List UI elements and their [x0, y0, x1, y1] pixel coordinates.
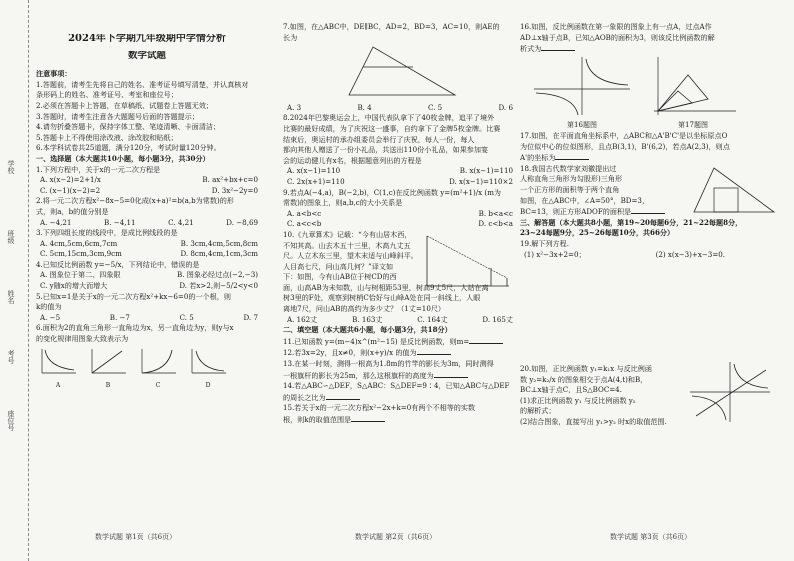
question-10-block: [283, 230, 513, 315]
figure-16-caption: 第16题图: [567, 121, 597, 130]
question-9-cont: 常数)的图象上，则a,b,c的大小关系是: [283, 198, 403, 208]
answer-space[interactable]: [520, 260, 788, 364]
option: B. −4,11: [104, 217, 136, 227]
question-10-cont: 尺。人立木东三里，望木末适与山峰斜平。: [283, 251, 418, 261]
option: B. −7: [109, 312, 130, 322]
answer-blank[interactable]: [351, 414, 385, 422]
question-10-cont: 人目高七尺，问山高几何？”译文如: [283, 261, 394, 271]
question-5: 5.已知x=1是关于x的一元二次方程x²+kx−6=0的一个根，则: [36, 291, 231, 301]
option: A. a<b<c: [287, 208, 322, 218]
question-5-cont: k的值为: [36, 302, 62, 312]
notice-line: 5.答题卡上不得使用涂改液、涂改胶和贴纸；: [36, 132, 178, 142]
binding-label-school: 学校: [7, 160, 15, 174]
question-13-cont: [283, 370, 513, 382]
option: C. a<c<b: [287, 219, 322, 229]
question-16-cont: [520, 43, 788, 55]
curve-graph-icon: [138, 347, 178, 377]
binding-strip: [0, 0, 29, 561]
question-16-cont: AD⊥x轴于点B，已知△AOB的面积为3，则该反比例函数的解: [520, 32, 715, 42]
binding-label-id: 考号: [7, 350, 15, 364]
option: B. x(x−1)=110: [459, 166, 513, 176]
notice-line: 1.答题前，请考生先将自己的姓名、准考证号填写清楚，并认真核对: [36, 79, 249, 89]
question-10: 10.《九章算术》记载：“今有山居木西，: [283, 229, 412, 239]
answer-blank[interactable]: [555, 152, 589, 160]
answer-blank[interactable]: [541, 43, 575, 51]
question-10-cont: 下：如图，今有山AB位于树CD的西: [283, 272, 397, 282]
question-12: [283, 347, 513, 359]
answer-blank[interactable]: [469, 336, 503, 344]
option: B. 163丈: [352, 314, 383, 324]
q6-graph-b: [86, 347, 130, 392]
q16-text: 析式为: [520, 44, 542, 54]
answer-blank[interactable]: [417, 347, 451, 355]
q12-text: 12.若3x=2y，且x≠0，则(x+y)/x 的值为: [283, 348, 417, 358]
option: B. 4: [357, 102, 372, 112]
option: D. 8cm,4cm,1cm,3cm: [180, 249, 258, 259]
triangle-abc-figure: [343, 43, 463, 99]
page-3: [520, 22, 788, 428]
notice-heading: 注意事项：: [36, 69, 72, 79]
question-3: 3.下列四组长度的线段中，是成比例线段的是: [36, 228, 178, 238]
question-1: 1.下列方程中，关于x的一元二次方程是: [36, 164, 161, 174]
option: A. 4cm,5cm,6cm,7cm: [40, 238, 118, 248]
page-2: [283, 22, 513, 426]
figure-16: [532, 55, 632, 131]
binding-label-name: 姓名: [7, 290, 15, 304]
question-20-cont: 数 y₂=k₂/x 的图象相交于点A(4,t)和B，: [520, 374, 648, 384]
question-14: 14.若△ABC∽△DEF，S△ABC：S△DEF=9∶4，已知△ABC与△DEF: [283, 381, 510, 391]
question-6: 6.面积为2的直角三角形一直角边为x，另一直角边为y，则y与x: [36, 323, 234, 333]
exam-title: 2024年下学期九年级期中学情分析: [68, 34, 226, 44]
option: C. 5: [428, 102, 443, 112]
question-10-cont: 离地7尺，问山AB的高约为多少丈？（1丈=10尺）: [283, 304, 446, 314]
option: D. c<b<a: [478, 219, 513, 229]
option: B. 3cm,4cm,5cm,8cm: [180, 238, 258, 248]
q14-text: 的周长之比为: [283, 392, 326, 402]
hyperbola-graph-icon: [188, 347, 228, 377]
option: C. 5: [179, 312, 194, 322]
question-4: 4.已知反比例函数 y=−5/x，下列结论中，错误的是: [36, 259, 200, 269]
exam-subtitle: 数学试题: [127, 50, 166, 61]
line-graph-icon: [88, 347, 128, 377]
page-1: [36, 30, 258, 392]
option: C. 164丈: [417, 314, 448, 324]
question-6-cont: 的变化规律用图象大致表示为: [36, 334, 129, 344]
answer-blank[interactable]: [434, 370, 468, 378]
page-2-footer: 数学试题 第2页（共6页）: [355, 533, 437, 541]
question-10-cont: 面，山高AB为未知数，山与树相距53里，树高9丈5尺，人站在离: [283, 282, 489, 292]
square-in-triangle-figure: [690, 164, 778, 216]
page-1-footer: 数学试题 第1页（共6页）: [95, 533, 177, 541]
q13-text: 一根旗杆的影长为25m，那么这根旗杆的高度为: [283, 370, 434, 380]
option: D. 7: [243, 312, 258, 322]
question-17: 17.如图，在平面直角坐标系中，△ABC和△A'B'C'是以坐标原点O: [520, 130, 728, 140]
q1-options-row2: [36, 186, 258, 197]
option: B. b<a<c: [478, 208, 513, 218]
figure-17-caption: 第17题图: [678, 121, 708, 130]
notice-line: 3.答题时，请考生注意各大题题号后面的答题提示；: [36, 111, 199, 121]
q9-options-row1: [283, 209, 513, 220]
question-8-cont: 比赛的最好成绩，为了庆祝这一盛事，自约拿下了金牌5枚金牌。比赛: [283, 123, 501, 133]
option: D. 3x²−2y=0: [211, 185, 258, 195]
question-9: 9.若点A(−4,a)，B(−2,b)，C(1,c)在反比例函数 y=(m²+1)/x (m为: [283, 187, 502, 197]
question-10-cont: 树3里的F处，观察到树梢C恰好与山峰A处在同一斜线上，人眼: [283, 293, 481, 303]
question-19: 19.解下列方程.: [520, 238, 570, 248]
question-2-cont: 式，则a，b的值分别是: [36, 206, 109, 216]
option: D. 165丈: [482, 314, 513, 324]
hyperbola-graph-icon: [38, 347, 78, 377]
page-3-footer: 数学试题 第3页（共6页）: [610, 533, 692, 541]
question-16: 16.如图，反比例函数在第一象限的图象上有一点A，过点A作: [520, 22, 712, 31]
question-8-cont: 都向其他人赠送了一份小礼品，共送出110份小礼品，如果参加宴: [283, 145, 489, 155]
question-18: 18.我国古代数学家刘徽提出过: [520, 163, 617, 173]
notice-line: 6.本学科试卷共25道题，满分120分，考试时量120分钟。: [36, 143, 221, 153]
q6-graph-d: [186, 347, 230, 392]
question-18-cont: 人称直角三角形为勾股形)三角形: [520, 174, 623, 184]
question-17-cont: 为位似中心的位似图形，且点B(3,1)，B'(6,2)，若点A(2,3)，则点: [520, 141, 730, 151]
q8-options-row2: [283, 177, 513, 188]
option: C. 5cm,15cm,3cm,9cm: [40, 249, 122, 259]
question-20-cont: (2)结合图象，直接写出 y₁>y₂ 时x的取值范围.: [520, 417, 667, 427]
option: D. 若x>2,则−5/2<y<0: [179, 281, 258, 291]
q8-options-row1: [283, 166, 513, 177]
question-15: 15.若关于x的一元二次方程x²−2x+k=0有两个不相等的实数: [283, 403, 476, 413]
option: C. 4,21: [168, 217, 194, 227]
question-20-block: [520, 364, 788, 428]
question-18-block: [520, 164, 788, 218]
q6-graph-options: [36, 347, 258, 392]
option: A. x(x−1)=110: [287, 166, 341, 176]
hyperbola-figure: [532, 55, 632, 117]
section-fill: 二、填空题（本大题共6小题，每小题3分，共18分）: [283, 325, 452, 335]
q10-options: [283, 315, 513, 326]
option: D. −8,69: [226, 217, 258, 227]
q4-options-row2: [36, 281, 258, 292]
question-20: 20.如图，正比例函数 y₁=k₁x 与反比例函: [520, 364, 652, 374]
question-14-cont: [283, 392, 513, 404]
function-intersection-figure: [688, 360, 772, 424]
option: C. (x−1)(x−2)=2: [40, 185, 101, 195]
question-13: 13.在某一时刻，测得一根高为1.8m的竹竿的影长为3m，同时测得: [283, 359, 494, 369]
option: B. 图象必经过点(−2,−3): [177, 270, 258, 280]
q6-graph-a: [36, 347, 80, 392]
question-18-cont: 一个正方形的面积等于两个直角: [520, 184, 620, 194]
option: B. ax²+bx+c=0: [202, 175, 258, 185]
q3-options-row2: [36, 249, 258, 260]
option: A. 3: [287, 102, 302, 112]
binding-label-seat: 座位号: [7, 410, 15, 431]
option: A. x(x−2)=2+1/x: [40, 175, 101, 185]
q6-graph-c: [136, 347, 180, 392]
q17-text: A'的坐标为: [520, 153, 556, 163]
q4-options-row1: [36, 270, 258, 281]
q11-text: 11.已知函数 y=(m−4)x^(m²−15) 是反比例函数，则m=: [283, 336, 470, 346]
question-11: [283, 336, 513, 348]
question-7-cont: 长为: [283, 32, 298, 42]
option: A. −5: [40, 312, 61, 322]
section-solve: 三、解答题（本大题共8小题，第19~20每题6分，21~22每题8分，: [520, 217, 743, 227]
notice-line: 条形码上的姓名、准考证号、考室和座位号；: [36, 90, 178, 100]
notice-line: 2.必须在答题卡上答题，在草稿纸、试题卷上答题无效；: [36, 100, 214, 110]
q2-options: [36, 218, 258, 229]
part: (1) x²−3x+2=0；: [524, 249, 586, 259]
q15-text: 根，则k的取值范围是: [283, 415, 352, 424]
question-20-cont: (1)求正比例函数 y₁ 与反比例函数 y₂: [520, 395, 636, 405]
question-7: 7.如图，在△ABC中，DE∥BC，AD=2，BD=3，AC=10，则AE的: [283, 22, 500, 31]
option: A. 162丈: [287, 314, 318, 324]
figure-17: [648, 55, 738, 131]
figures-16-17: [532, 55, 788, 131]
q7-options: [283, 103, 513, 114]
q1-options-row1: [36, 175, 258, 186]
section-choice: 一、选择题（本大题共10小题，每小题3分，共30分）: [36, 153, 210, 163]
option: D. x(x−1)=110×2: [449, 176, 513, 186]
q5-options: [36, 313, 258, 324]
question-2: 2.将一元二次方程x²−8x−5=0化成(x+a)²=b(a,b为常数)的形: [36, 196, 234, 206]
question-20-cont: BC⊥x轴于点C，且S△BOC=4.: [520, 385, 622, 395]
graph-label: C: [155, 382, 161, 390]
option: A. −4,21: [40, 217, 72, 227]
option: A. 图象位于第二、四象限: [40, 270, 121, 280]
similar-triangles-figure: [648, 55, 738, 117]
q19-parts: [520, 250, 788, 261]
graph-label: D: [205, 382, 211, 390]
q18-text: BC=13，则正方形ADOF的面积是: [520, 207, 632, 217]
graph-label: B: [105, 382, 111, 390]
question-8-cont: 会的运动健儿有x名，根据题意列出的方程是: [283, 155, 422, 165]
binding-label-class: 班级: [7, 230, 15, 244]
mountain-tree-figure: [423, 232, 513, 290]
notice-line: 4.请勿折叠答题卡，保持字体工整、笔迹清晰、卡面清洁；: [36, 122, 221, 132]
question-18-cont: 如图，在△ABC中，∠A=50°，BD=3，: [520, 195, 650, 205]
q9-options-row2: [283, 219, 513, 230]
question-17-cont: [520, 152, 788, 164]
question-8-cont: 结束后，奥运村的承办组委员会举行了庆祝，每人一份，每人: [283, 134, 475, 144]
answer-blank[interactable]: [631, 206, 665, 214]
answer-blank[interactable]: [326, 392, 360, 400]
part: (2) x(x−3)+x−3=0.: [655, 249, 726, 259]
question-15-cont: [283, 414, 513, 426]
graph-label: A: [55, 382, 61, 390]
option: C. 2x(x+1)=110: [287, 176, 345, 186]
question-10-cont: 不知其高。山去木五十三里，木高九丈五: [283, 240, 411, 250]
section-solve-cont: 23~24每题9分，25~26每题10分，共66分）: [520, 228, 675, 238]
q3-options-row1: [36, 239, 258, 250]
option: D. 6: [498, 102, 513, 112]
question-8: 8.2024年巴黎奥运会上，中国代表队拿下了40枚金牌，追平了境外: [283, 113, 495, 123]
question-20-cont: 的解析式；: [520, 406, 556, 416]
option: C. y随x的增大而增大: [40, 281, 108, 291]
